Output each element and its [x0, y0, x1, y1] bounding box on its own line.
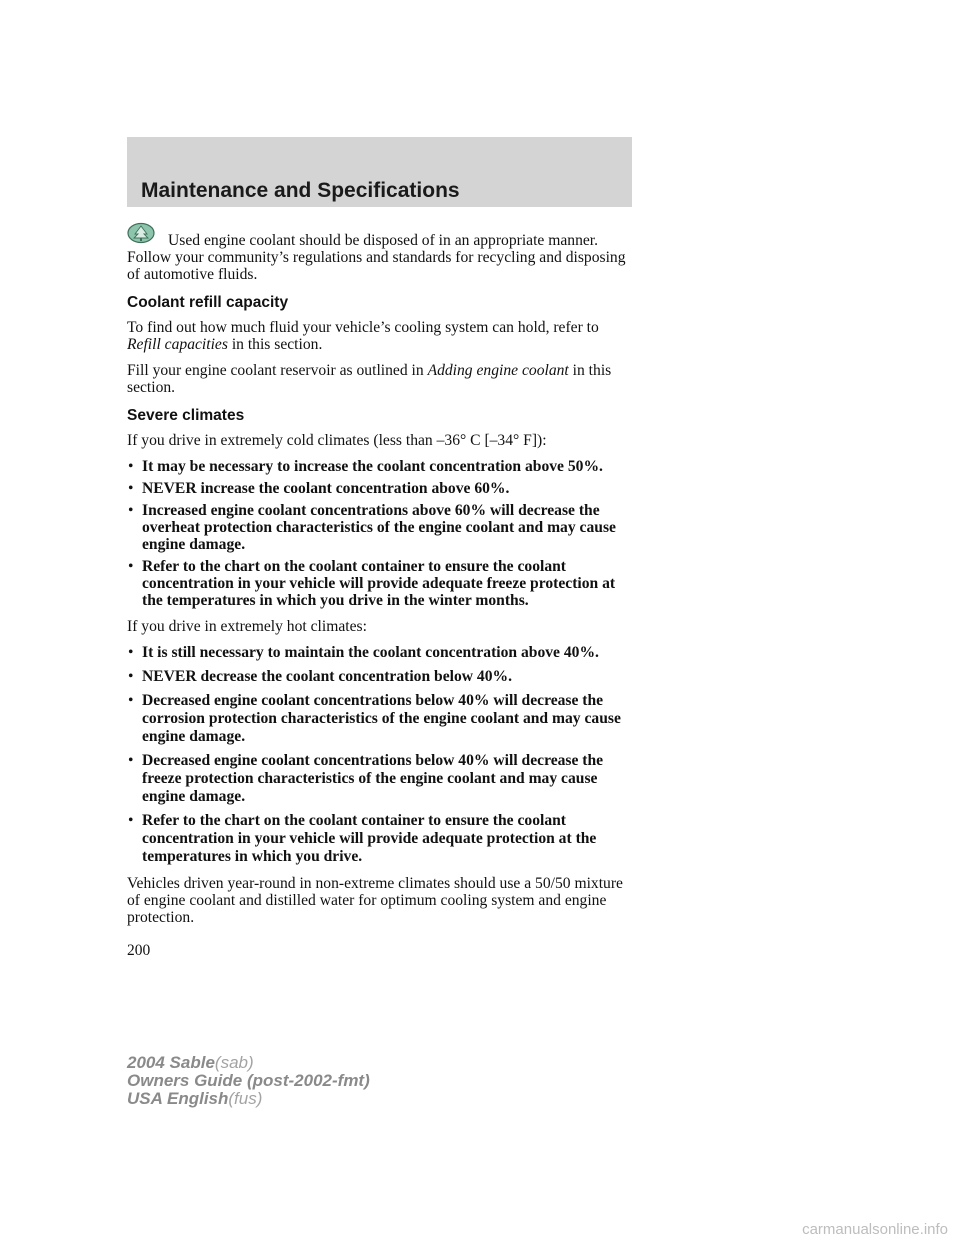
list-item: [127, 812, 632, 866]
refill-p2-after-text: in this section.: [127, 362, 612, 396]
page-number: 200: [127, 942, 151, 959]
list-item-text: Increased engine coolant concentrations above 60% will decrease the overheat protection characteristics of the engine coolant and may cause engine damage.: [142, 502, 616, 553]
heading-severe-climates: Severe climates: [127, 407, 245, 424]
list-item-text: Decreased engine coolant concentrations below 40% will decrease the freeze protection characteristics of the engine coolant and may cause engine damage.: [142, 752, 604, 805]
footer-line-2: [127, 1072, 370, 1090]
footer-model: 2004 Sable: [127, 1053, 215, 1072]
bullet-dot: •: [128, 752, 134, 769]
refill-p1-after-text: in this section.: [231, 336, 323, 353]
environment-note-rest: manner. Follow your community’s regulations and standards for recycling and disposing of automotive fluids.: [127, 232, 626, 283]
adding-engine-coolant-reference: Adding engine coolant: [427, 362, 569, 379]
section-header-band: [127, 137, 632, 207]
bullet-dot: •: [128, 644, 134, 661]
list-item: [127, 668, 632, 686]
footer-line-1: [127, 1054, 370, 1072]
list-item-text: NEVER increase the coolant concentration above 60%.: [142, 480, 510, 497]
list-item-text: Decreased engine coolant concentrations below 40% will decrease the corrosion protection characteristics of the engine coolant and may cause engine damage.: [142, 692, 621, 745]
document-footer: [127, 1054, 370, 1108]
bullet-dot: •: [128, 558, 134, 575]
heading-coolant-refill-capacity: Coolant refill capacity: [127, 294, 289, 311]
refill-p2-text: Fill your engine coolant reservoir as outlined in: [127, 362, 424, 379]
refill-paragraph-1: [127, 319, 632, 353]
cold-climate-intro: If you drive in extremely cold climates (less than –36° C [–34° F]):: [127, 432, 547, 449]
list-item-text: It is still necessary to maintain the coolant concentration above 40%.: [142, 644, 599, 661]
bullet-dot: •: [128, 502, 134, 519]
bullet-dot: •: [128, 812, 134, 829]
refill-paragraph-2: [127, 362, 632, 396]
bullet-dot: •: [128, 480, 134, 497]
bullet-dot: •: [128, 692, 134, 709]
footer-model-code: (sab): [214, 1053, 254, 1072]
hot-climate-list: [127, 644, 632, 866]
list-item-text: It may be necessary to increase the coolant concentration above 50%.: [142, 458, 603, 475]
list-item: [127, 752, 632, 806]
environment-tree-icon: [127, 222, 155, 244]
environment-note-first-line: Used engine coolant should be disposed of in an appropriate: [168, 232, 545, 249]
list-item: [127, 692, 632, 746]
environment-note: [127, 232, 632, 283]
list-item: [127, 558, 632, 609]
list-item: [127, 502, 632, 553]
list-item: [127, 458, 632, 475]
refill-p1-text: To find out how much fluid your vehicle’s cooling system can hold, refer to: [127, 319, 599, 336]
list-item-text: Refer to the chart on the coolant container to ensure the coolant concentration in your vehicle will provide adequate protection at the temperatures in which you drive.: [142, 812, 597, 865]
hot-climate-intro: If you drive in extremely hot climates:: [127, 618, 367, 635]
footer-guide: Owners Guide (post-2002-fmt): [127, 1071, 370, 1090]
list-item-text: Refer to the chart on the coolant container to ensure the coolant concentration in your vehicle will provide adequate freeze protection at the temperatures in which you drive in the winter months.: [142, 558, 616, 609]
page-content: [127, 232, 632, 935]
list-item-text: NEVER decrease the coolant concentration below 40%.: [142, 668, 513, 685]
footer-language: USA English: [127, 1089, 229, 1108]
closing-paragraph: Vehicles driven year-round in non-extreme climates should use a 50/50 mixture of engine coolant and distilled water for optimum cooling system and engine protection.: [127, 875, 623, 926]
watermark: carmanualsonline.info: [802, 1221, 948, 1238]
footer-line-3: [127, 1090, 370, 1108]
refill-capacities-reference: Refill capacities: [127, 336, 228, 353]
list-item: [127, 480, 632, 497]
bullet-dot: •: [128, 458, 134, 475]
footer-language-code: (fus): [228, 1089, 263, 1108]
cold-climate-list: [127, 458, 632, 609]
list-item: [127, 644, 632, 662]
bullet-dot: •: [128, 668, 134, 685]
section-title: Maintenance and Specifications: [141, 179, 460, 202]
